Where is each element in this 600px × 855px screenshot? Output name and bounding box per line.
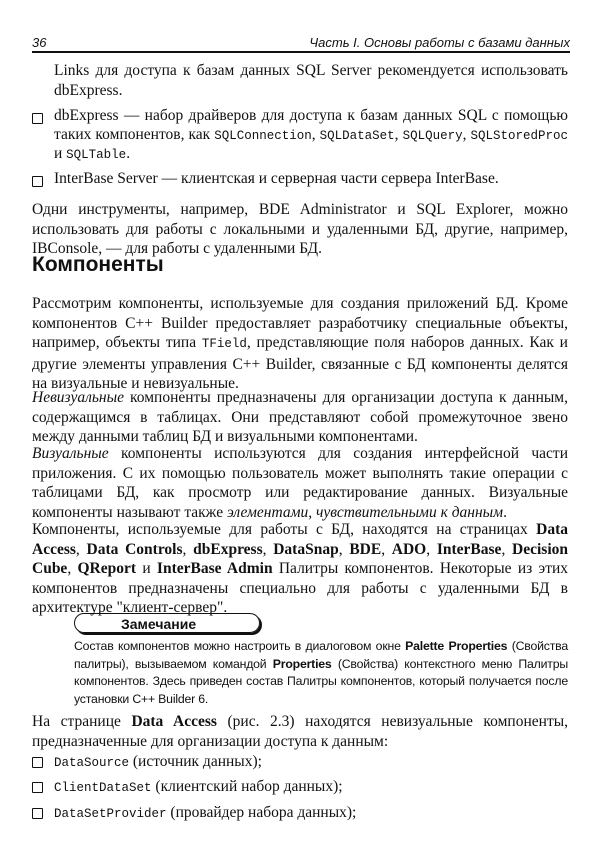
italic-term: Невизуальные (32, 389, 125, 406)
bold-term: Decision Cube (32, 540, 569, 578)
text: , представляющие поля наборов данных. Как и другие элементы управления C++ Builder, связанные с БД компоненты делятся на визуальные и невизуальные. (32, 334, 568, 393)
code: ClientDataSet (54, 781, 152, 795)
bold-term: Data Access (32, 521, 568, 558)
bold-term: BDE (349, 540, 382, 558)
text: , (426, 540, 437, 558)
bold-term: Data Controls (86, 540, 183, 558)
text: Компоненты, используемые для работы с БД, находятся на страницах (32, 521, 537, 538)
list-item (54, 803, 568, 825)
text: , (394, 125, 403, 143)
list-item (54, 777, 568, 799)
checkbox-bullet-icon (32, 782, 43, 793)
text: , (338, 540, 350, 558)
list-item (54, 107, 568, 165)
code: SQLTable (66, 148, 127, 162)
text: Палитры компонентов. Некоторые из этих компонентов предназначены специально для работы с удаленными БД в архитектуре "клиент-сервер". (32, 560, 569, 617)
running-title: Часть I. Основы работы с базами данных (309, 35, 570, 50)
checkbox-bullet-icon (32, 113, 43, 124)
text: , (381, 540, 392, 558)
code: DataSource (54, 756, 130, 770)
code: TField (201, 337, 247, 352)
text: (клиентский набор данных); (151, 778, 343, 795)
text: Состав компонентов можно настроить в диалоговом окне (74, 639, 406, 653)
text: компоненты используются для создания интерфейсной части приложения. С их помощью пользователь может выполнять такие операции с таблицами БД, как просмотр или редактирование данных. Визуальные компоненты называют также (32, 445, 568, 521)
paragraph-continuation (54, 61, 568, 100)
text: и (54, 145, 67, 162)
text: (провайдер набора данных); (166, 804, 357, 821)
section-heading: Компоненты (32, 253, 164, 276)
text: Рассмотрим компоненты, используемые для создания приложений БД. Кроме компонентов C++ Builder предоставляет разработчику специальные объекты, например, объекты типа (32, 295, 568, 352)
paragraph (32, 712, 568, 751)
code: DataSetProvider (54, 807, 167, 821)
paragraph: Одни инструменты, например, BDE Administrator и SQL Explorer, можно использовать для работы с локальными и удаленными БД, другие, например, IBConsole, — для работы с удаленными БД. (32, 201, 568, 258)
italic-term: Визуальные (32, 445, 109, 462)
note-text (74, 638, 568, 708)
text: , (182, 540, 194, 558)
text: (Свойства) контекстного меню Палитры компонентов. Здесь приведен состав Палитры компонентов, который получается после установки C++ Builder 6. (74, 656, 568, 706)
bold-term: InterBase (436, 540, 502, 558)
text: (Свойства палитры), вызываемом командой (74, 639, 568, 671)
checkbox-bullet-icon (32, 176, 43, 187)
checkbox-bullet-icon (32, 808, 43, 819)
running-header (32, 33, 570, 53)
page-number: 36 (32, 35, 47, 50)
list-item (54, 752, 568, 774)
text: (рис. 2.3) находятся невизуальные компоненты, предназначенные для организации доступа к данным: (32, 713, 569, 750)
code: SQLConnection (214, 128, 312, 143)
text: , (462, 125, 471, 143)
text: dbExpress — набор драйверов для доступа к базам данных SQL с помощью таких компонентов, как (54, 107, 568, 143)
bold-term: Properties (272, 656, 332, 671)
paragraph (32, 294, 568, 394)
bold-term: InterBase Admin (156, 560, 273, 578)
paragraph (32, 444, 568, 522)
text: . (503, 503, 507, 521)
text: На странице (32, 713, 132, 730)
text: InterBase Server — клиентская и серверная части сервера InterBase. (54, 170, 499, 187)
text: , (311, 125, 320, 143)
list-item (54, 169, 568, 189)
code: SQLStoredProc (470, 128, 569, 143)
text: , (501, 540, 513, 558)
bold-term: DataSnap (273, 540, 339, 558)
bold-term: Palette Properties (405, 639, 508, 653)
text: , (67, 560, 78, 578)
text: и (136, 560, 157, 578)
text: . (126, 145, 131, 162)
checkbox-bullet-icon (32, 757, 43, 768)
note-label: Замечание (74, 613, 260, 633)
bold-term: QReport (77, 560, 137, 578)
code: SQLQuery (402, 128, 463, 143)
bold-term: Data Access (131, 713, 217, 730)
text: Links для доступа к базам данных SQL Server рекомендуется использовать dbExpress. (54, 62, 568, 99)
paragraph (32, 388, 568, 447)
text: , (75, 540, 87, 558)
text: (источник данных); (129, 753, 262, 770)
bold-term: ADO (391, 540, 427, 558)
text: компоненты предназначены для организации доступа к данным, содержащимся в таблицах. Они представляют собой промежуточное звено между данными таблиц БД и визуальными компонентами. (32, 389, 568, 446)
text: , (262, 540, 274, 558)
bold-term: dbExpress (193, 540, 263, 558)
italic-term: элементами, чувствительными к данным (226, 503, 504, 521)
code: SQLDataSet (319, 128, 395, 143)
paragraph (32, 520, 568, 618)
